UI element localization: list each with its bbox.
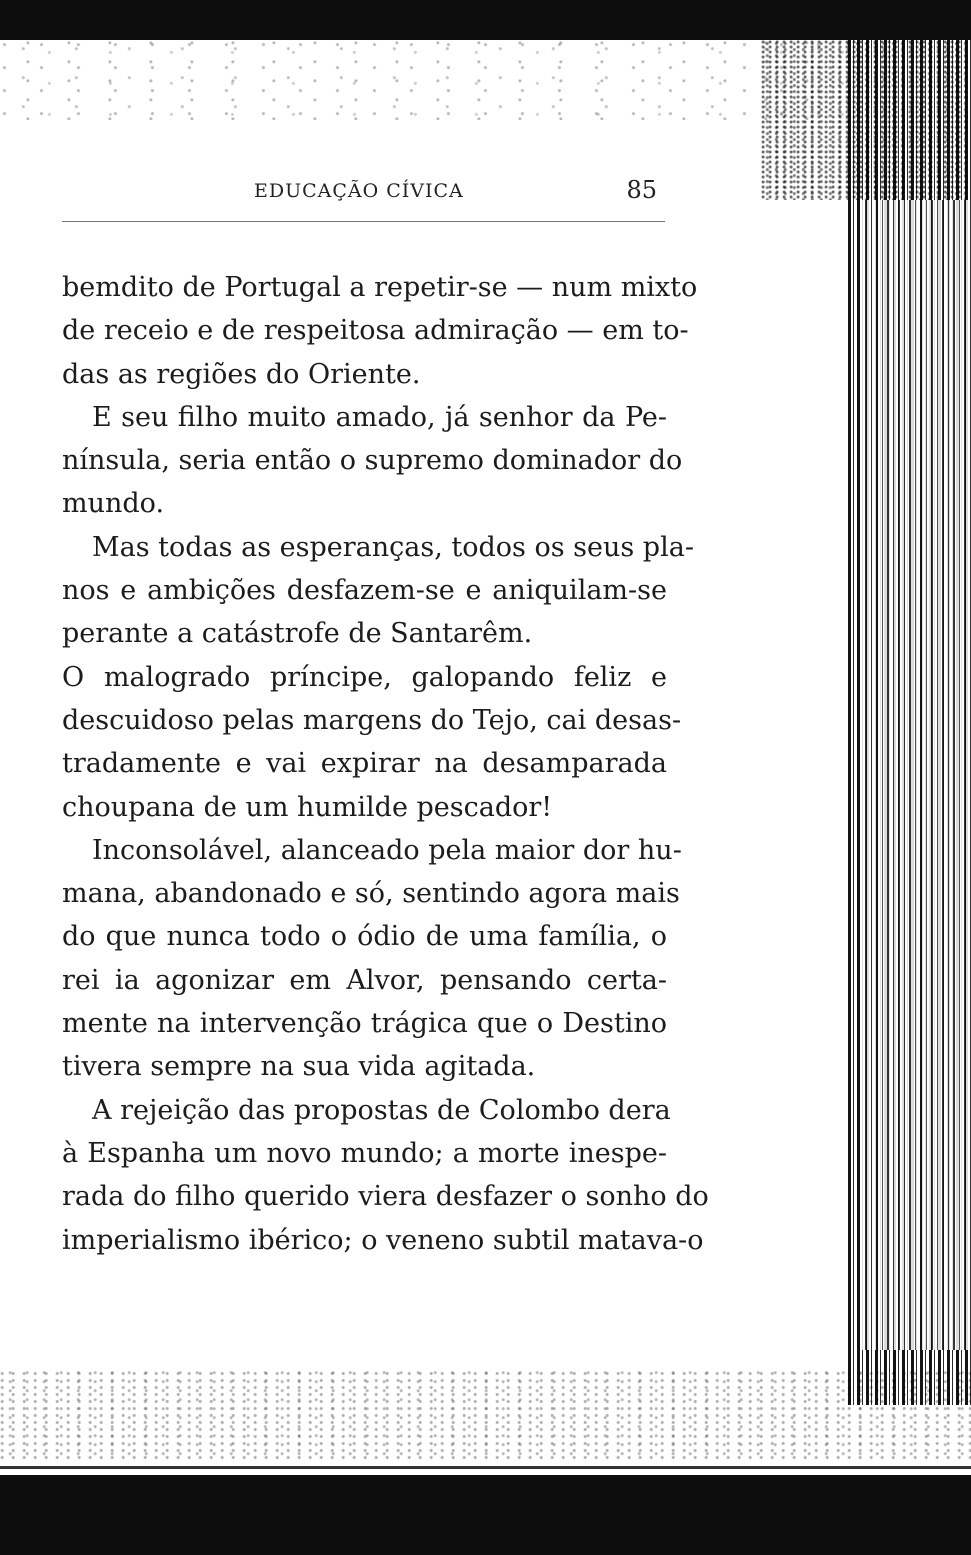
text-line: O malogrado príncipe, galopando feliz e bbox=[62, 661, 667, 693]
text-line: imperialismo ibérico; o veneno subtil matava-o bbox=[62, 1224, 704, 1256]
scan-dust-bottom bbox=[0, 1370, 971, 1460]
text-line: descuidoso pelas margens do Tejo, cai desas- bbox=[62, 704, 682, 736]
scan-bottom-border bbox=[0, 1475, 971, 1555]
text-line: Inconsolável, alanceado pela maior dor hu- bbox=[92, 834, 682, 866]
header-rule bbox=[62, 221, 665, 222]
text-line: de receio e de respeitosa admiração — em to- bbox=[62, 315, 689, 347]
scan-top-border bbox=[0, 0, 971, 40]
running-title: EDUCAÇÃO CÍVICA bbox=[254, 180, 464, 202]
text-line: mente na intervenção trágica que o Destino bbox=[62, 1008, 667, 1040]
text-line: E seu filho muito amado, já senhor da Pe- bbox=[92, 401, 667, 433]
page-number: 85 bbox=[626, 176, 657, 204]
text-line: choupana de um humilde pescador! bbox=[62, 791, 553, 823]
text-line: rada do filho querido viera desfazer o sonho do bbox=[62, 1181, 709, 1213]
text-line: do que nunca todo o ódio de uma família, o bbox=[62, 921, 667, 953]
body-text bbox=[62, 266, 709, 1262]
scan-dust-corner bbox=[761, 40, 971, 200]
text-line: tivera sempre na sua vida agitada. bbox=[62, 1051, 536, 1083]
scan-bottom-rule bbox=[0, 1466, 971, 1469]
text-line: nínsula, seria então o supremo dominador do bbox=[62, 445, 683, 477]
text-line: A rejeição das propostas de Colombo dera bbox=[92, 1094, 671, 1126]
text-line: perante a catástrofe de Santarêm. bbox=[62, 618, 533, 650]
text-line: tradamente e vai expirar na desamparada bbox=[62, 748, 667, 780]
text-line: mundo. bbox=[62, 488, 165, 520]
text-line: rei ia agonizar em Alvor, pensando certa- bbox=[62, 964, 667, 996]
text-line: Mas todas as esperanças, todos os seus pla- bbox=[92, 531, 694, 563]
text-line: mana, abandonado e só, sentindo agora mais bbox=[62, 878, 680, 910]
text-line: à Espanha um novo mundo; a morte inespe- bbox=[62, 1137, 667, 1169]
running-head bbox=[62, 176, 665, 216]
text-line: bemdito de Portugal a repetir-se — num mixto bbox=[62, 272, 698, 303]
text-line: das as regiões do Oriente. bbox=[62, 358, 421, 390]
scan-right-edge-pages bbox=[861, 200, 971, 1350]
text-line: nos e ambições desfazem-se e aniquilam-se bbox=[62, 575, 667, 607]
